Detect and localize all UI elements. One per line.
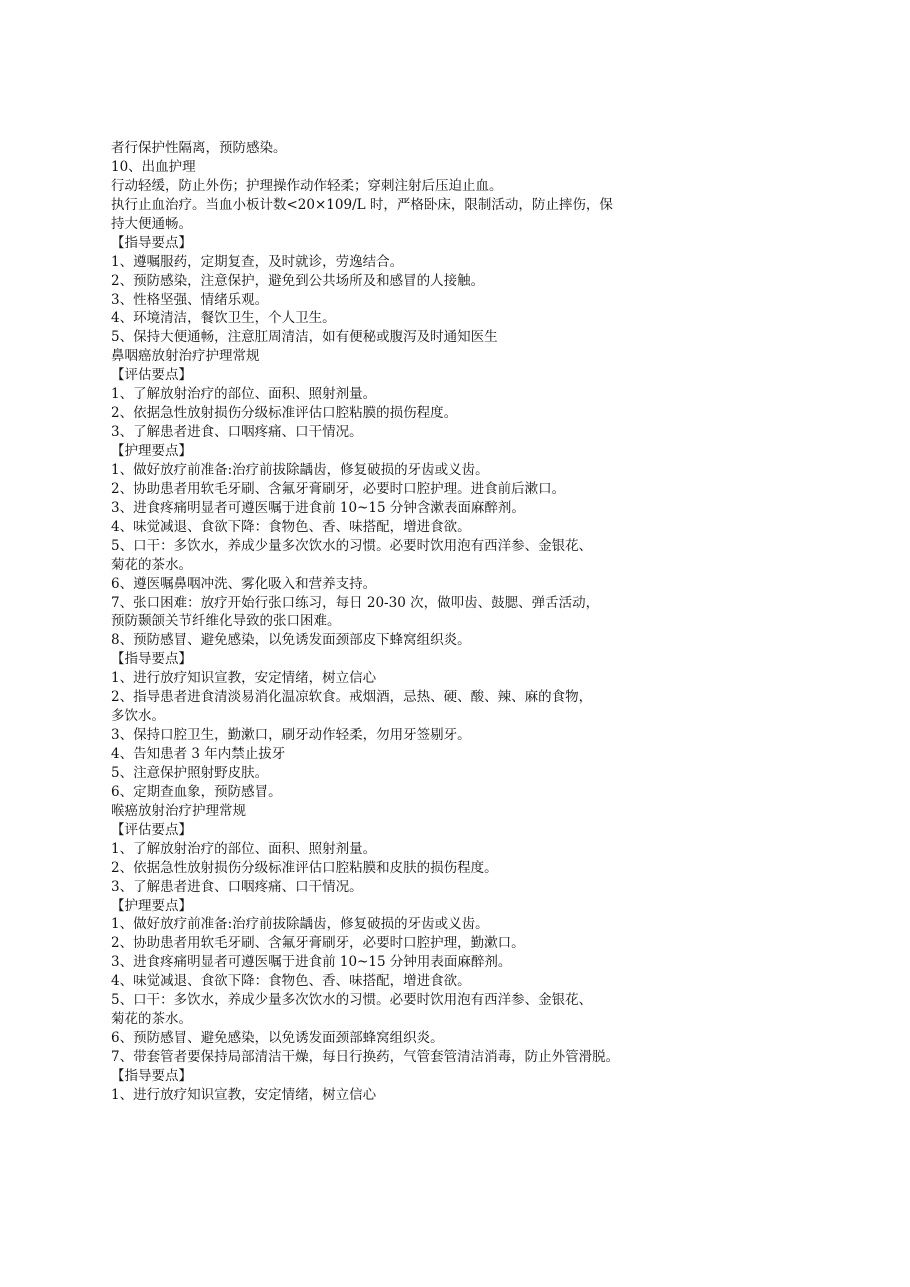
list-item: 4、味觉减退、食欲下降：食物色、香、味搭配，增进食欲。 [111, 973, 471, 990]
list-item: 2、预防感染，注意保护，避免到公共场所及和感冒的人接触。 [111, 272, 485, 289]
list-item: 3、保持口腔卫生，勤漱口，刷牙动作轻柔，勿用牙签剔牙。 [111, 727, 471, 744]
list-item: 3、性格坚强、情绪乐观。 [111, 291, 269, 308]
list-item: 2、依据急性放射损伤分级标准评估口腔粘膜和皮肤的损伤程度。 [111, 859, 498, 876]
list-item-continuation: 菊花的茶水。 [111, 556, 192, 573]
subsection-heading: 【护理要点】 [111, 443, 192, 459]
section-title: 喉癌放射治疗护理常规 [111, 802, 246, 819]
list-item: 4、告知患者 3 年内禁止拔牙 [111, 746, 286, 762]
list-item: 5、保持大便通畅，注意肛周清洁，如有便秘或腹泻及时通知医生 [111, 329, 498, 346]
subsection-heading: 【护理要点】 [111, 897, 192, 914]
list-item-continuation: 菊花的茶水。 [111, 1011, 192, 1028]
list-item: 2、协助患者用软毛牙刷、含氟牙膏刷牙，必要时口腔护理。进食前后漱口。 [111, 480, 566, 497]
list-item: 1、做好放疗前准备:治疗前拔除龋齿，修复破损的牙齿或义齿。 [111, 461, 489, 478]
document-page [111, 139, 811, 1105]
list-item: 3、了解患者进食、口咽疼痛、口干情况。 [111, 424, 363, 441]
list-item: 3、进食疼痛明显者可遵医嘱于进食前 10~15 分钟含漱表面麻醉剂。 [111, 499, 525, 516]
list-item: 4、味觉减退、食欲下降：食物色、香、味搭配，增进食欲。 [111, 518, 471, 535]
list-item: 3、了解患者进食、口咽疼痛、口干情况。 [111, 878, 363, 895]
list-item: 7、带套管者要保持局部清洁干燥，每日行换药，气管套管清洁消毒，防止外管滑脱。 [111, 1049, 620, 1065]
subsection-heading: 【评估要点】 [111, 367, 192, 384]
list-item: 8、预防感冒、避免感染，以免诱发面颈部皮下蜂窝组织炎。 [111, 632, 471, 649]
text-line: 行动轻缓，防止外伤；护理操作动作轻柔；穿刺注射后压迫止血。 [111, 177, 503, 194]
list-item: 5、注意保护照射野皮肤。 [111, 764, 269, 781]
list-item: 1、了解放射治疗的部位、面积、照射剂量。 [111, 840, 377, 857]
list-item: 4、环境清洁，餐饮卫生，个人卫生。 [111, 310, 336, 327]
list-item: 1、进行放疗知识宣教，安定情绪，树立信心 [111, 1086, 377, 1103]
list-item: 5、口干：多饮水，养成少量多次饮水的习惯。必要时饮用泡有西洋参、金银花、 [111, 992, 593, 1009]
section-title: 鼻咽癌放射治疗护理常规 [111, 348, 260, 365]
subsection-heading: 【指导要点】 [111, 651, 192, 668]
text-line: 持大便通畅。 [111, 215, 192, 232]
list-item: 6、预防感冒、避免感染，以免诱发面颈部蜂窝组织炎。 [111, 1030, 444, 1047]
subsection-heading: 【指导要点】 [111, 1067, 192, 1084]
list-item-continuation: 预防颞颌关节纤维化导致的张口困难。 [111, 613, 341, 630]
subsection-heading: 【评估要点】 [111, 821, 192, 838]
subsection-heading: 【指导要点】 [111, 234, 192, 251]
list-item: 7、张口困难：放疗开始行张口练习，每日 20-30 次，做叩齿、鼓腮、弹舌活动， [111, 594, 600, 611]
list-item: 2、指导患者进食清淡易消化温凉软食。戒烟酒，忌热、硬、酸、辣、麻的食物， [111, 689, 593, 706]
list-item: 1、了解放射治疗的部位、面积、照射剂量。 [111, 386, 377, 403]
section-heading: 10、出血护理 [111, 158, 196, 175]
text-line: 执行止血治疗。当血小板计数<20×109/L 时，严格卧床，限制活动，防止摔伤，保 [111, 196, 613, 213]
list-item: 6、定期查血象，预防感冒。 [111, 783, 282, 800]
list-item: 1、做好放疗前准备:治疗前拔除龋齿，修复破损的牙齿或义齿。 [111, 916, 489, 933]
text-line: 者行保护性隔离，预防感染。 [111, 140, 287, 156]
list-item: 1、进行放疗知识宣教，安定情绪，树立信心 [111, 670, 377, 687]
list-item: 5、口干：多饮水，养成少量多次饮水的习惯。必要时饮用泡有西洋参、金银花、 [111, 537, 593, 554]
list-item: 1、遵嘱服药，定期复查，及时就诊，劳逸结合。 [111, 253, 404, 270]
list-item-continuation: 多饮水。 [111, 708, 165, 725]
list-item: 6、遵医嘱鼻咽冲洗、雾化吸入和营养支持。 [111, 575, 377, 592]
list-item: 3、进食疼痛明显者可遵医嘱于进食前 10~15 分钟用表面麻醉剂。 [111, 954, 512, 971]
list-item: 2、协助患者用软毛牙刷、含氟牙膏刷牙，必要时口腔护理，勤漱口。 [111, 935, 525, 952]
list-item: 2、依据急性放射损伤分级标准评估口腔粘膜的损伤程度。 [111, 405, 458, 422]
